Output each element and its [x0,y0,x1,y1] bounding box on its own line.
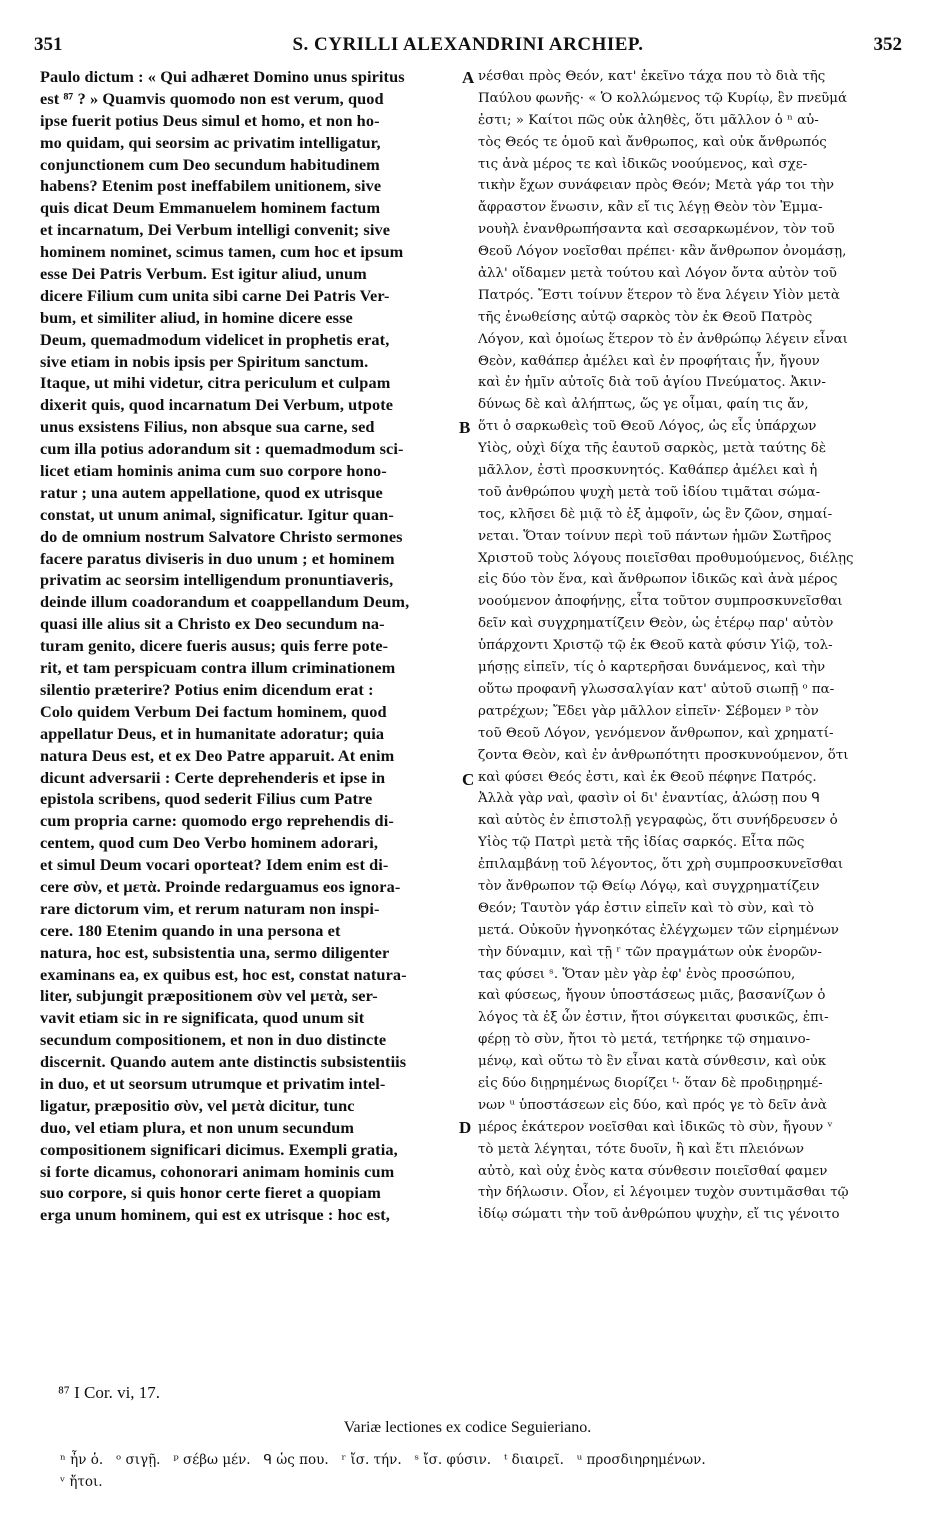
text-line: ἀλλ' οἴδαμεν μετὰ τούτου καὶ Λόγον ὄντα αὐτὸν τοῦ [478,266,837,282]
footnote: ⁸⁷ I Cor. vi, 17. [58,1383,161,1402]
text-line: Παύλου φωνῆς· « Ὁ κολλώμενος τῷ Κυρίῳ, ἓν πνεῦμά [478,90,848,106]
text-line: ratur ; una autem appellatione, quod ex utrisque [40,482,383,502]
text-line: appellatur Deus, et in humanitate adoratur; quia [40,723,385,743]
text-line: habens? Etenim post ineffabilem unitionem, sive [40,176,382,196]
text-line: do de omnium nostrum Salvatore Christo sermones [40,526,403,546]
text-line: unus exsistens Filius, non absque sua carne, sed [40,417,375,437]
variant-line: ᵛ ἤτοι. [60,1474,103,1490]
text-line: Itaque, ut mihi videtur, citra periculum et culpam [40,373,391,393]
text-line: τὴν δύναμιν, καὶ τῇ ʳ τῶν πραγμάτων οὐκ ἐνορῶν- [478,944,822,960]
page-header [34,34,902,58]
text-line: est ⁸⁷ ? » Quamvis quomodo non est verum, quod [40,88,384,108]
text-line: deinde illum coadorandum et coappellandum Deum, [40,592,410,612]
text-line: Deum, quemadmodum videlicet in prophetis erat, [40,329,390,349]
text-line: epistola scribens, quod sederit Filius cum Patre [40,789,373,809]
text-line: τὴν δήλωσιν. Οἷον, εἰ λέγοιμεν τυχὸν συντιμᾶσθαι τῷ [478,1185,849,1201]
text-line: dicunt adversarii : Certe deprehenderis et ipse in [40,767,386,787]
text-line: αὐτὸ, καὶ οὐχ ἑνὸς κατα σύνθεσιν ποιεῖσθαί φαμεν [478,1163,828,1179]
text-line: τις ἀνὰ μέρος τε καὶ ἰδικῶς νοούμενος, καὶ σχε- [478,156,808,172]
text-line: et incarnatum, Dei Verbum intelligi convenit; sive [40,220,391,240]
text-line: δύνως δὲ καὶ ἀλήπτως, ὥς γε οἶμαι, φαίη τις ἄν, [478,397,809,413]
text-line: Paulo dictum : « Qui adhæret Domino unus spiritus [40,67,405,86]
text-line: duo, vel etiam plura, et non unum secundum [40,1117,355,1137]
text-line: εἰς δύο διῃρημένως διορίζει ᵗ· ὅταν δὲ προδιῃρημέ- [478,1075,823,1091]
text-line: dicere Filium cum unita sibi carne Dei Patris Ver- [40,285,390,305]
text-line: et simul Deum vocari oporteat? Idem enim est di- [40,855,389,875]
text-line: ἐστι; » Καίτοι πῶς οὐκ ἀληθὲς, ὅτι μᾶλλον ὁ ⁿ αὐ- [478,112,819,128]
text-line: ρατρέχων; Ἔδει γὰρ μᾶλλον εἰπεῖν· Σέβομεν ᵖ τὸν [478,703,819,719]
text-line: ἰδίῳ σώματι τὴν τοῦ ἀνθρώπου ψυχὴν, εἴ τις γένοιτο [478,1207,840,1223]
text-line: νοούμενον ἀποφήνῃς, εἶτα τοῦτον συμπροσκυνεῖσθαι [478,594,843,610]
text-line: τὸς Θεός τε ὁμοῦ καὶ ἄνθρωπος, καὶ οὐκ ἄνθρωπός [478,134,827,150]
variant-line: ⁿ ἦν ὁ. ᵒ σιγῇ. ᵖ σέβω μέν. ᑫ ὡς που. ʳ ἴσ. τήν. ˢ ἴσ. φύσιν. ᵗ διαιρεῖ. ᵘ προσδιηρημένων. [60,1452,706,1468]
text-line: λόγος τὰ ἐξ ὧν ἐστιν, ἤτοι σύγκειται φυσικῶς, ἐπι- [478,1010,829,1026]
text-line: καὶ φύσει Θεός ἐστι, καὶ ἐκ Θεοῦ πέφηνε Πατρός. [478,769,817,785]
text-line: suo corpore, si quis honor certe fieret a quopiam [40,1183,381,1203]
text-line: τὸν ἄνθρωπον τῷ Θείῳ Λόγῳ, καὶ συγχρηματίζειν [478,878,820,894]
text-line: τοῦ ἀνθρώπου ψυχὴ μετὰ τοῦ ἰδίου τιμᾶται σώμα- [478,484,821,500]
text-line: liter, subjungit præpositionem σὺν vel μετὰ, ser- [40,986,378,1006]
text-line: silentio præterire? Potius enim dicendum erat : [40,679,374,699]
page-number-right: 352 [873,34,902,55]
text-line: ἄφραστον ἕνωσιν, κἂν εἴ τις λέγῃ Θεὸν τὸν Ἐμμα- [478,200,823,216]
latin-column [40,66,458,1226]
text-line: cum propria carne: quomodo ergo reprehendis di- [40,811,394,831]
text-line: τοῦ Θεοῦ Λόγον, γενόμενον ἄνθρωπον, καὶ χρηματί- [478,725,834,741]
margin-marker-b: B [459,418,471,437]
text-line: νουὴλ ἐνανθρωπήσαντα καὶ σεσαρκωμένον, τὸν τοῦ [478,222,835,238]
text-line: dixerit quis, quod incarnatum Dei Verbum, utpote [40,395,394,415]
margin-marker-c: C [462,770,475,789]
text-line: Θεόν; Ταυτὸν γάρ ἐστιν εἰπεῖν καὶ τὸ σὺν, καὶ τὸ [478,900,814,916]
text-line: ὅτι ὁ σαρκωθεὶς τοῦ Θεοῦ Λόγος, ὡς εἷς ὑπάρχων [478,419,817,435]
text-line: ἐπιλαμβάνῃ τοῦ λέγοντος, ὅτι χρὴ συμπροσκυνεῖσθαι [478,857,844,873]
text-line: rit, et tam perspicuam contra illum criminationem [40,658,396,678]
text-line: νεται. Ὅταν τοίνυν περὶ τοῦ πάντων ἡμῶν Σωτῆρος [478,528,832,544]
text-line: καὶ φύσεως, ἤγουν ὑποστάσεως μιᾶς, βασανίζων ὁ [478,988,826,1004]
text-line: discernit. Quando autem ante distinctis subsistentiis [40,1052,407,1072]
text-line: conjunctionem cum Deo secundum habitudinem [40,154,380,174]
text-line: vavit etiam sic in re significata, quod unum sit [40,1008,365,1028]
text-line: Ἀλλὰ γὰρ ναὶ, φασὶν οἱ δι' ἐναντίας, ἁλώσῃ που ᑫ [478,791,820,807]
text-line: ζοντα Θεὸν, καὶ ἐν ἀνθρωπότητι προσκυνούμενον, ὅτι [478,747,849,763]
margin-marker-a: A [462,68,475,87]
text-line: ipse fuerit potius Deus simul et homo, et non ho- [40,110,380,130]
text-line: μέρος ἑκάτερον νοεῖσθαι καὶ ἰδικῶς τὸ σὺν, ἤγουν ᵛ [478,1119,833,1135]
text-line: secundum compositionem, et non in duo distincte [40,1030,387,1050]
text-line: turam genito, dicere fueris ausus; quis ferre pote- [40,636,389,656]
text-line: εἰς δύο τὸν ἕνα, καὶ ἄνθρωπον ἰδικῶς καὶ ἀνὰ μέρος [478,572,838,588]
text-line: cere. 180 Etenim quando in una persona et [40,920,341,940]
text-line: natura, hoc est, subsistentia una, sermo diligenter [40,942,390,962]
text-line: rare dictorum vim, et rerum naturam non inspi- [40,898,380,918]
text-line: sive etiam in nobis ipsis per Spiritum sanctum. [40,351,369,371]
text-line: τῆς ἑνωθείσης αὐτῷ σαρκὸς τὸν ἐκ Θεοῦ Πατρὸς [478,309,813,325]
text-line: Χριστοῦ τοὺς λόγους ποιεῖσθαι προθυμούμενος, διέλῃς [478,550,854,566]
text-line: quis dicat Deum Emmanuelem hominem factum [40,198,381,218]
text-line: ὑπάρχοντι Χριστῷ τῷ ἐκ Θεοῦ κατὰ φύσιν Υἱῷ, τολ- [478,638,833,654]
text-line: φέρῃ τὸ σὺν, ἤτοι τὸ μετά, τετήρηκε τῷ σημαινο- [478,1032,811,1048]
text-line: examinans ea, ex quibus est, hoc est, constat natura- [40,964,407,984]
text-line: τος, κλῆσει δὲ μιᾷ τὸ ἐξ ἀμφοῖν, ὡς ἓν ζῶον, σημαί- [478,506,833,522]
variant-readings [60,1449,910,1493]
text-line: Θεοῦ Λόγον νοεῖσθαι πρέπει· κἂν ἄνθρωπον ὀνομάσῃ, [478,244,847,260]
text-line: in duo, et ut seorsum utrumque et privatim intel- [40,1073,386,1093]
text-line: esse Dei Patris Verbum. Est igitur aliud, unum [40,264,367,284]
text-line: cum illa potius adorandum sit : quemadmodum sci- [40,439,404,459]
text-line: οὕτω προφανῆ γλωσσαλγίαν κατ' αὐτοῦ σιωπῇ ᵒ πα- [478,681,835,697]
text-line: Υἱὸς, οὐχὶ δίχα τῆς ἑαυτοῦ σαρκὸς, μετὰ ταύτης δὲ [478,441,827,457]
text-line: facere paratus diviseris in duo unum ; et hominem [40,548,395,568]
text-line: quasi ille alius sit a Christo ex Deo secundum na- [40,614,385,634]
variae-lectiones-title: Variæ lectiones ex codice Seguieriano. [343,1419,592,1436]
text-line: μήσῃς εἰπεῖν, τίς ὁ καρτερῆσαι δυνάμενος, καὶ τὴν [478,660,826,676]
text-line: Υἱὸς τῷ Πατρὶ μετὰ τῆς ἰδίας σαρκός. Εἶτα πῶς [478,835,805,851]
text-line: Λόγον, καὶ ὁμοίως ἕτερον τὸ ἐν ἀνθρώπῳ λέγειν εἶναι [478,331,848,347]
text-line: τικὴν ἔχων συνάφειαν πρὸς Θεόν; Μετὰ γάρ τοι τὴν [478,178,834,194]
text-line: δεῖν καὶ συγχρηματίζειν Θεὸν, ὡς ἑτέρῳ παρ' αὐτὸν [478,616,834,632]
text-line: hominem nominet, scimus tamen, cum hoc et ipsum [40,242,404,262]
text-line: Πατρός. Ἔστι τοίνυν ἕτερον τὸ ἕνα λέγειν Υἱὸν μετὰ [478,287,840,303]
text-line: μετά. Οὐκοῦν ἠγνοηκότας ἐλέγχωμεν τῶν εἰρημένων [478,922,839,938]
text-line: τας φύσει ˢ. Ὅταν μὲν γὰρ ἐφ' ἑνὸς προσώπου, [478,966,796,982]
page-number-left: 351 [34,34,63,55]
text-line: καὶ ἐν ἡμῖν αὐτοῖς διὰ τοῦ ἁγίου Πνεύματος. Ἀκιν- [478,375,826,391]
text-line: Θεὸν, καθάπερ ἀμέλει καὶ ἐν προφήταις ἦν, ἤγουν [478,353,820,369]
text-line: μένῳ, καὶ οὕτω τὸ ἓν εἶναι κατὰ σύνθεσιν, καὶ οὐκ [478,1054,827,1070]
text-line: μᾶλλον, ἐστὶ προσκυνητός. Καθάπερ ἀμέλει καὶ ἡ [478,463,818,479]
text-line: νων ᵘ ὑποστάσεων εἰς δύο, καὶ πρός γε τὸ δεῖν ἀνὰ [478,1097,827,1113]
text-line: Colo quidem Verbum Dei factum hominem, quod [40,701,387,721]
text-line: constat, ut unum animal, significatur. Igitur quan- [40,504,394,524]
text-line: centem, quod cum Deo Verbo hominem adorari, [40,833,379,853]
greek-column [478,66,908,1226]
text-line: cere σὺν, et μετὰ. Proinde redarguamus eos ignora- [40,876,401,896]
text-line: bum, et similiter aliud, in homine dicere esse [40,307,353,327]
text-line: compositionem significari dicimus. Exempli gratia, [40,1139,398,1159]
text-line: erga unum hominem, qui est ex utrisque : hoc est, [40,1205,390,1225]
text-line: natura Deus est, et ex Deo Patre apparuit. At enim [40,745,395,765]
text-line: si forte dicamus, cohonorari animam hominis cum [40,1161,395,1181]
text-line: τὸ μετὰ λέγηται, τότε δυοῖν, ἢ καὶ ἔτι πλειόνων [478,1141,805,1157]
text-line: καὶ αὐτὸς ἐν ἐπιστολῇ γεγραφὼς, ὅτι συνήδρευσεν ὁ [478,813,838,829]
text-line: ligatur, præpositio σὺν, vel μετὰ dicitur, tunc [40,1095,355,1115]
text-line: privatim ac seorsim intelligendum pronuntiaveris, [40,570,394,590]
text-line: νέσθαι πρὸς Θεόν, κατ' ἐκεῖνο τάχα που τὸ διὰ τῆς [478,69,826,84]
text-line: mo quidam, qui seorsim ac privatim intelligatur, [40,132,381,152]
margin-marker-d: D [459,1118,472,1137]
running-title: S. CYRILLI ALEXANDRINI ARCHIEP. [292,34,644,55]
text-line: licet etiam hominis anima cum suo corpore hono- [40,461,387,481]
